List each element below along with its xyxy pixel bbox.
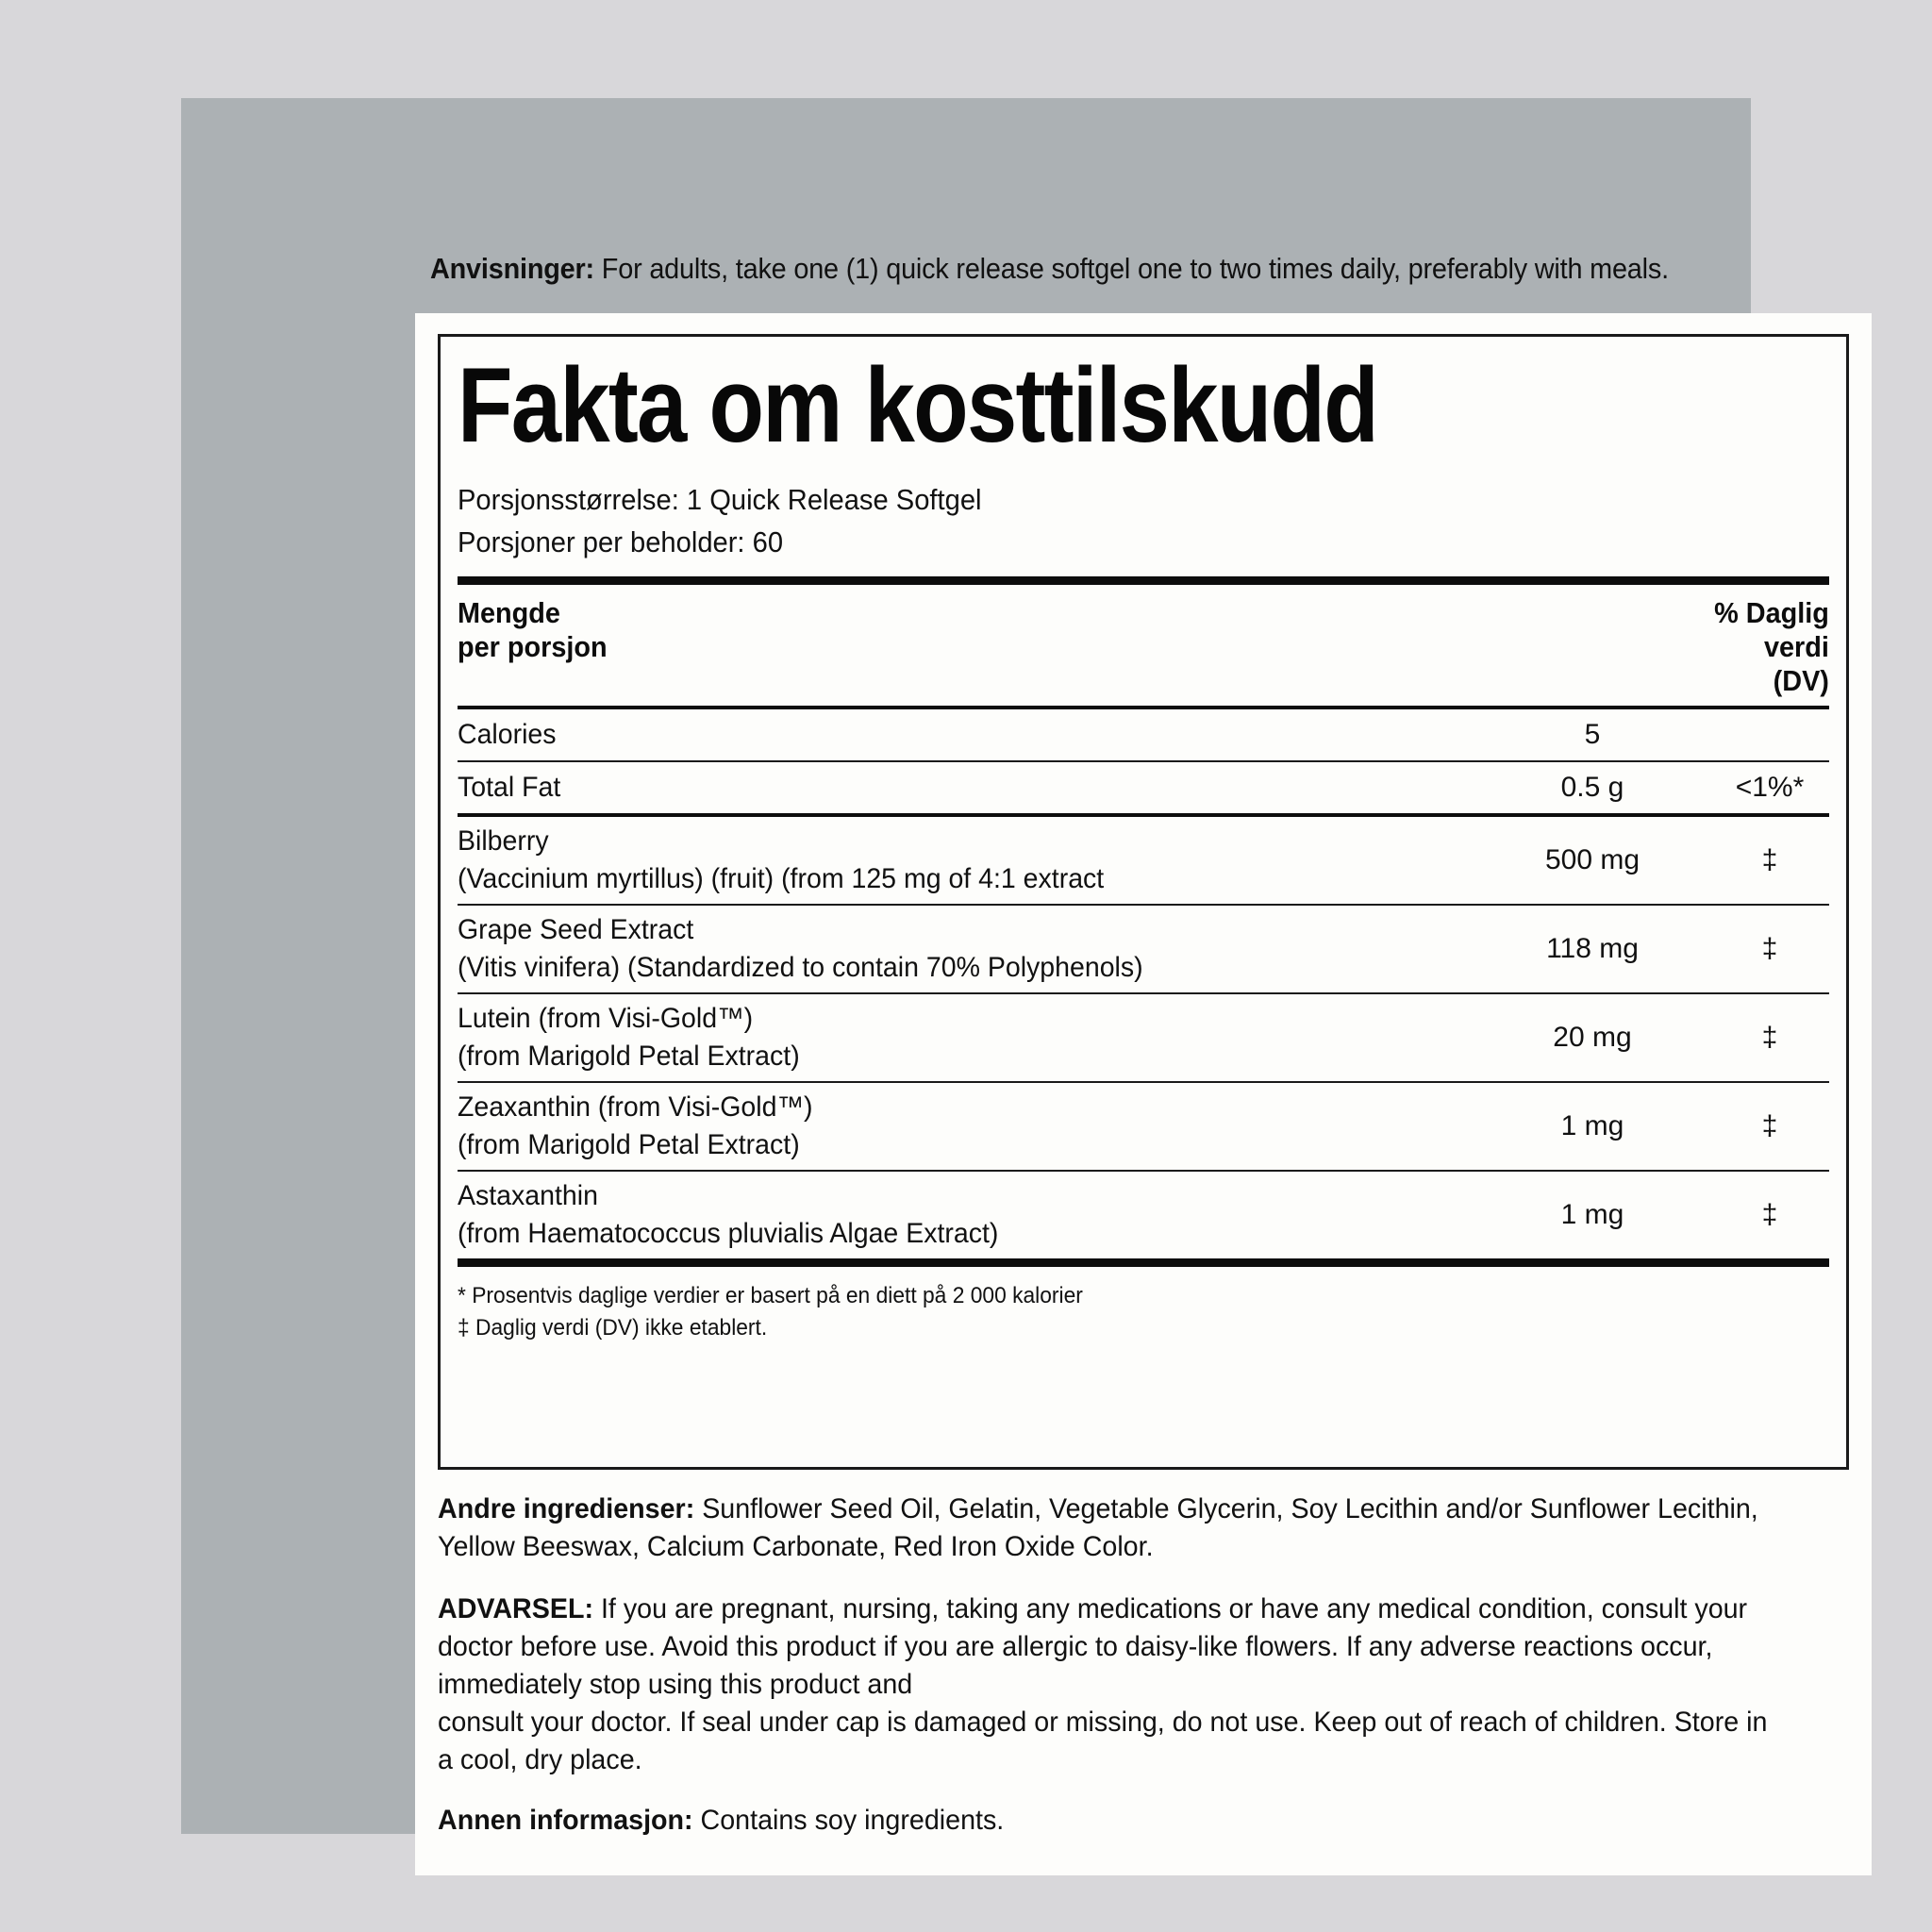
- table-row: [458, 817, 1829, 904]
- nutrient-name-line2: (from Marigold Petal Extract): [458, 1129, 800, 1160]
- nutrient-amount: 118 mg: [1546, 933, 1639, 964]
- nutrient-name-line2: (Vitis vinifera) (Standardized to contain 70% Polyphenols): [458, 952, 1143, 983]
- warning-body: If you are pregnant, nursing, taking any medications or have any medical condition, consult your doctor before use. Avoid this product if you are allergic to daisy-like flowers. If any adverse reactions occur, immediately stop using this product and: [438, 1593, 1748, 1700]
- nutrient-amount: 5: [1584, 719, 1601, 750]
- warning-body-line2: consult your doctor. If seal under cap is damaged or missing, do not use. Keep out of reach of children. Store in a cool, dry place.: [438, 1707, 1768, 1775]
- amount-per-serving-header: [458, 596, 608, 664]
- nutrient-name-line2: (from Marigold Petal Extract): [458, 1041, 800, 1072]
- nutrient-amount: 20 mg: [1553, 1022, 1632, 1053]
- dv-header-line1: % Daglig: [1714, 596, 1829, 629]
- nutrient-name-line2: (from Haematococcus pluvialis Algae Extract): [458, 1218, 999, 1249]
- other-information-body: Contains soy ingredients.: [692, 1805, 1005, 1836]
- nutrient-name: [458, 994, 1424, 1081]
- nutrient-name: [458, 710, 1424, 759]
- nutrient-name: [458, 817, 1424, 904]
- nutrient-daily-value: ‡: [1761, 1199, 1778, 1230]
- nutrient-name-line2: (Vaccinium myrtillus) (fruit) (from 125 mg of 4:1 extract: [458, 863, 1105, 894]
- table-row: [458, 1083, 1829, 1170]
- nutrient-daily-value: ‡: [1761, 1110, 1778, 1141]
- supplement-facts-box: [438, 334, 1849, 1470]
- serving-info: [458, 478, 1829, 563]
- nutrient-daily-value: ‡: [1761, 1022, 1778, 1053]
- rule-above-footnotes: [458, 1258, 1829, 1267]
- nutrient-name-line1: Calories: [458, 719, 557, 750]
- nutrient-amount: 1 mg: [1560, 1199, 1624, 1230]
- nutrient-name: [458, 763, 1424, 812]
- directions-label: Anvisninger:: [430, 252, 594, 285]
- other-ingredients-body: Sunflower Seed Oil, Gelatin, Vegetable Glycerin, Soy Lecithin and/or Sunflower Lecithin, Yellow Beeswax, Calcium Carbonate, Red Iron Oxide Color.: [438, 1493, 1758, 1562]
- table-row: [458, 906, 1829, 992]
- amount-header-line1: Mengde: [458, 596, 560, 629]
- nutrient-name-line1: Zeaxanthin (from Visi-Gold™): [458, 1091, 813, 1123]
- table-row: [458, 709, 1829, 760]
- nutrient-daily-value: ‡: [1761, 933, 1778, 964]
- other-ingredients-label: Andre ingredienser:: [438, 1493, 695, 1524]
- other-information-label: Annen informasjon:: [438, 1805, 693, 1836]
- nutrient-amount: 1 mg: [1560, 1110, 1624, 1141]
- footnote-asterisk: * Prosentvis daglige verdier er basert på en diett på 2 000 kalorier: [458, 1283, 1083, 1308]
- nutrient-daily-value: ‡: [1761, 844, 1778, 875]
- nutrient-name: [458, 906, 1424, 992]
- footnote-dagger: ‡ Daglig verdi (DV) ikke etablert.: [458, 1315, 768, 1341]
- table-column-headers: [458, 585, 1829, 706]
- warning: [438, 1591, 1790, 1779]
- nutrient-amount: 500 mg: [1544, 844, 1641, 875]
- nutrient-name-line1: Grape Seed Extract: [458, 914, 694, 945]
- serving-size: Porsjonsstørrelse: 1 Quick Release Softgel: [458, 483, 982, 516]
- nutrient-name: [458, 1172, 1424, 1258]
- rule-above-header: [458, 576, 1829, 585]
- daily-value-header: [1714, 596, 1829, 698]
- nutrient-name-line1: Total Fat: [458, 772, 561, 803]
- nutrient-name: [458, 1083, 1424, 1170]
- amount-header-line2: per porsjon: [458, 630, 608, 663]
- label-bottom-text: [438, 1491, 1853, 1864]
- supplement-label-card: [181, 98, 1829, 1836]
- supplement-facts-panel: [415, 313, 1872, 1875]
- other-information: [438, 1802, 1790, 1840]
- table-row: [458, 762, 1829, 813]
- table-row: [458, 994, 1829, 1081]
- nutrient-daily-value: <1%*: [1735, 772, 1805, 803]
- nutrient-amount: 0.5 g: [1560, 772, 1624, 803]
- other-ingredients: [438, 1491, 1790, 1566]
- table-row: [458, 1172, 1829, 1258]
- directions-text: [430, 251, 1799, 287]
- dv-header-line3: (DV): [1773, 664, 1829, 697]
- nutrient-name-line1: Astaxanthin: [458, 1180, 598, 1211]
- nutrient-name-line1: Lutein (from Visi-Gold™): [458, 1003, 754, 1034]
- warning-label: ADVARSEL:: [438, 1593, 594, 1624]
- footnotes: [458, 1267, 1829, 1344]
- dv-header-line2: verdi: [1764, 630, 1829, 663]
- nutrient-name-line1: Bilberry: [458, 825, 549, 857]
- page-title: Fakta om kosttilskudd: [458, 346, 1378, 464]
- directions-body: For adults, take one (1) quick release softgel one to two times daily, preferably with meals.: [593, 252, 1669, 285]
- servings-per-container: Porsjoner per beholder: 60: [458, 525, 784, 558]
